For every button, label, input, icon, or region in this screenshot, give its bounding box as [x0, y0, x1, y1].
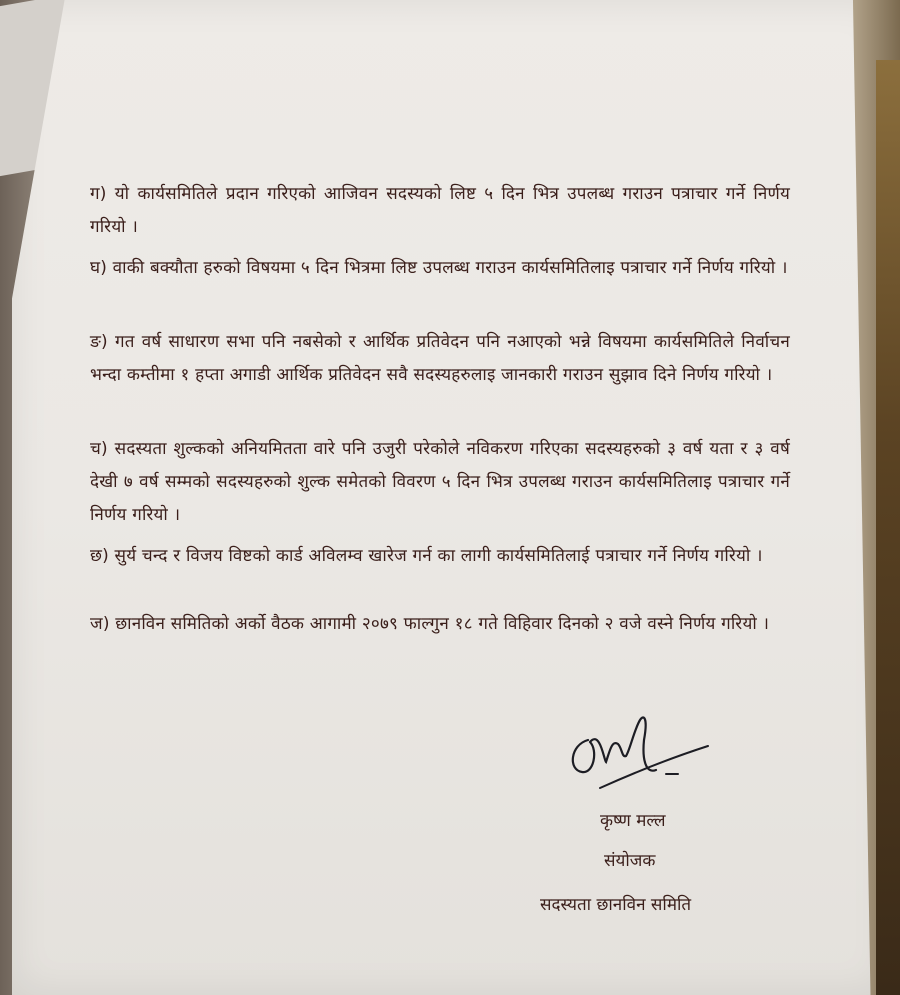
decision-item-ja: ज) छानविन समितिको अर्को वैठक आगामी २०७९ फाल्गुन १८ गते विहिवार दिनको २ वजे वस्ने निर्णय गरियो । — [90, 614, 770, 634]
wooden-edge — [876, 60, 900, 995]
decision-item-chha: छ) सुर्य चन्द र विजय विष्टको कार्ड अविलम्व खारेज गर्न का लागी कार्यसमितिलाई पत्राचार गर्ने निर्णय गरियो । — [90, 546, 763, 566]
decision-item-cha: च) सदस्यता शुल्कको अनियमितता वारे पनि उजुरी परेकोले नविकरण गरिएका सदस्यहरुको ३ वर्ष यता र ३ वर्ष देखी ७ वर्ष सम्मको सदस्यहरुको शुल्क समेतको विवरण ५ दिन भित्र उपलब्ध गराउन कार्यसमितिलाइ पत्राचार गर्ने निर्णय गरियो । — [90, 439, 790, 525]
signer-committee: सदस्यता छानविन समिति — [540, 895, 692, 915]
signer-role: संयोजक — [604, 851, 656, 871]
decision-item-ga: ग) यो कार्यसमितिले प्रदान गरिएको आजिवन सदस्यको लिष्ट ५ दिन भित्र उपलब्ध गराउन पत्राचार गर्ने निर्णय गरियो । — [90, 184, 790, 237]
signer-name: कृष्ण मल्ल — [600, 811, 666, 831]
decision-item-nga: ङ) गत वर्ष साधारण सभा पनि नबसेको र आर्थिक प्रतिवेदन पनि नआएको भन्ने विषयमा कार्यसमितिले निर्वाचन भन्दा कम्तीमा १ हप्ता अगाडी आर्थिक प्रतिवेदन सवै सदस्यहरुलाइ जानकारी गराउन सुझाव दिने निर्णय गरियो । — [90, 332, 790, 385]
decision-item-gha: घ) वाकी बक्यौता हरुको विषयमा ५ दिन भित्रमा लिष्ट उपलब्ध गराउन कार्यसमितिलाइ पत्राचार गर्ने निर्णय गरियो । — [90, 258, 788, 278]
handwritten-signature — [560, 700, 730, 800]
